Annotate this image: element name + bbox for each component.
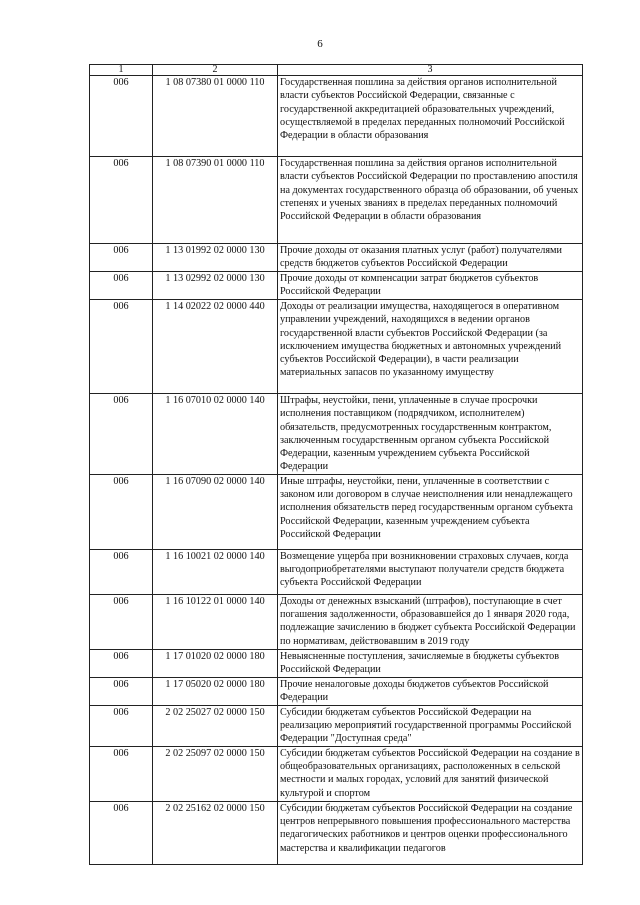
table-row — [90, 76, 583, 157]
admin-code-cell: 006 — [90, 746, 153, 801]
admin-code-cell: 006 — [90, 76, 153, 157]
revenue-code-cell: 2 02 25162 02 0000 150 — [153, 801, 278, 864]
admin-code-cell: 006 — [90, 594, 153, 649]
table-row — [90, 649, 583, 677]
admin-code-cell: 006 — [90, 272, 153, 300]
table-row — [90, 594, 583, 649]
admin-code-cell: 006 — [90, 300, 153, 394]
revenue-code-cell: 1 16 07010 02 0000 140 — [153, 394, 278, 475]
revenue-description-cell: Прочие доходы от компенсации затрат бюджетов субъектов Российской Федерации — [278, 272, 583, 300]
revenue-codes-table — [89, 64, 583, 865]
revenue-description-cell: Субсидии бюджетам субъектов Российской Федерации на создание в общеобразовательных организациях, расположенных в сельской местности и малых городах, условий для занятий физической культурой и спортом — [278, 746, 583, 801]
revenue-description-cell: Государственная пошлина за действия органов исполнительной власти субъектов Российской Федерации по проставлению апостиля на документах государственного образца об образовании, об ученых степенях и ученых званиях в пределах переданных полномочий Российской Федерации в области образования — [278, 157, 583, 244]
table-row — [90, 157, 583, 244]
admin-code-cell: 006 — [90, 394, 153, 475]
revenue-code-cell: 1 14 02022 02 0000 440 — [153, 300, 278, 394]
revenue-code-cell: 1 13 02992 02 0000 130 — [153, 272, 278, 300]
admin-code-cell: 006 — [90, 474, 153, 549]
revenue-description-cell: Государственная пошлина за действия органов исполнительной власти субъектов Российской Федерации, связанные с государственной аккредитацией образовательных учреждений, осуществляемой в пределах переданных полномочий Российской Федерации в области образования — [278, 76, 583, 157]
table-row — [90, 801, 583, 864]
page-number: 6 — [317, 38, 323, 50]
admin-code-cell: 006 — [90, 549, 153, 594]
table-row — [90, 394, 583, 475]
table-row — [90, 474, 583, 549]
admin-code-cell: 006 — [90, 649, 153, 677]
admin-code-cell: 006 — [90, 705, 153, 746]
revenue-description-cell: Штрафы, неустойки, пени, уплаченные в случае просрочки исполнения поставщиком (подрядчиком, исполнителем) обязательств, предусмотренных государственным контрактом, заключенным государственным органом субъекта Российской Федерации, казенным учреждением субъекта Российской Федерации — [278, 394, 583, 475]
revenue-description-cell: Прочие неналоговые доходы бюджетов субъектов Российской Федерации — [278, 677, 583, 705]
revenue-code-cell: 1 16 07090 02 0000 140 — [153, 474, 278, 549]
header-col-3: 3 — [278, 65, 583, 76]
revenue-code-cell: 1 17 01020 02 0000 180 — [153, 649, 278, 677]
revenue-code-cell: 2 02 25097 02 0000 150 — [153, 746, 278, 801]
revenue-description-cell: Прочие доходы от оказания платных услуг (работ) получателями средств бюджетов субъектов Российской Федерации — [278, 244, 583, 272]
admin-code-cell: 006 — [90, 801, 153, 864]
revenue-description-cell: Возмещение ущерба при возникновении страховых случаев, когда выгодоприобретателями выступают получатели средств бюджета субъекта Российской Федерации — [278, 549, 583, 594]
table-row — [90, 705, 583, 746]
revenue-code-cell: 1 13 01992 02 0000 130 — [153, 244, 278, 272]
header-col-2: 2 — [153, 65, 278, 76]
table-row — [90, 746, 583, 801]
revenue-description-cell: Доходы от реализации имущества, находящегося в оперативном управлении учреждений, находящихся в ведении органов государственной власти субъектов Российской Федерации (за исключением имущества бюджетных и автономных учреждений субъектов Российской Федерации), в части реализации материальных запасов по указанному имуществу — [278, 300, 583, 394]
revenue-description-cell: Доходы от денежных взысканий (штрафов), поступающие в счет погашения задолженности, образовавшейся до 1 января 2020 года, подлежащие зачислению в бюджет субъекта Российской Федерации по нормативам, действовавшим в 2019 году — [278, 594, 583, 649]
admin-code-cell: 006 — [90, 244, 153, 272]
revenue-description-cell: Невыясненные поступления, зачисляемые в бюджеты субъектов Российской Федерации — [278, 649, 583, 677]
revenue-code-cell: 1 16 10122 01 0000 140 — [153, 594, 278, 649]
revenue-code-cell: 1 08 07390 01 0000 110 — [153, 157, 278, 244]
revenue-description-cell: Субсидии бюджетам субъектов Российской Федерации на реализацию мероприятий государственной программы Российской Федерации "Доступная среда" — [278, 705, 583, 746]
admin-code-cell: 006 — [90, 157, 153, 244]
table-row — [90, 549, 583, 594]
table-row — [90, 300, 583, 394]
revenue-code-cell: 1 16 10021 02 0000 140 — [153, 549, 278, 594]
table-row — [90, 244, 583, 272]
table-header-row — [90, 65, 583, 76]
table-row — [90, 272, 583, 300]
header-col-1: 1 — [90, 65, 153, 76]
revenue-code-cell: 1 08 07380 01 0000 110 — [153, 76, 278, 157]
table-row — [90, 677, 583, 705]
revenue-code-cell: 1 17 05020 02 0000 180 — [153, 677, 278, 705]
revenue-description-cell: Иные штрафы, неустойки, пени, уплаченные в соответствии с законом или договором в случае неисполнения или ненадлежащего исполнения обязательств перед государственным органом субъекта Российской Федерации, казенным учреждением субъекта Российской Федерации — [278, 474, 583, 549]
revenue-description-cell: Субсидии бюджетам субъектов Российской Федерации на создание центров непрерывного повышения профессионального мастерства педагогических работников и центров оценки профессионального мастерства и квалификации педагогов — [278, 801, 583, 864]
revenue-code-cell: 2 02 25027 02 0000 150 — [153, 705, 278, 746]
admin-code-cell: 006 — [90, 677, 153, 705]
